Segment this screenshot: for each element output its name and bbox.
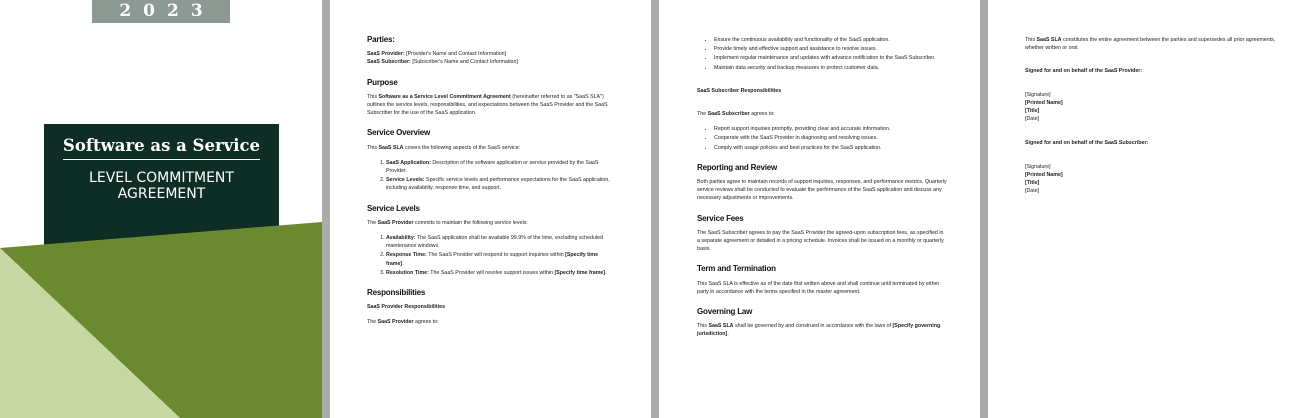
- law-text: This SaaS SLA shall be governed by and construed in accordance with the laws of [Specify governing jurisdiction].: [697, 323, 941, 338]
- overview-heading: Service Overview: [367, 128, 431, 138]
- list-item: 3. Resolution Time: The SaaS Provider will resolve support issues within [Specify time frame].: [386, 269, 617, 277]
- page-2: [330, 0, 651, 418]
- subscriber-line: SaaS Subscriber: [Subscriber's Name and Contact Information]: [367, 59, 518, 66]
- overview-list: [367, 159, 617, 193]
- levels-heading: Service Levels: [367, 203, 420, 213]
- date-field: [Date]: [1025, 188, 1040, 195]
- list-item: 2. Response Time: The SaaS Provider will respond to support inquiries within [Specify time frame].: [386, 251, 617, 267]
- date-field: [Date]: [1025, 116, 1040, 123]
- levels-list: [367, 234, 617, 277]
- cover-title-block: [44, 124, 279, 202]
- reporting-heading: Reporting and Review: [697, 162, 778, 172]
- levels-text: The SaaS Provider commits to maintain the following service levels:: [367, 219, 528, 226]
- parties-heading: Parties:: [367, 35, 395, 44]
- cover-page: [0, 0, 322, 418]
- list-item: • Report support inquiries promptly, providing clear and accurate information.: [714, 125, 947, 133]
- purpose-heading: Purpose: [367, 77, 398, 87]
- title-field: [Title]: [1025, 180, 1040, 187]
- page-4: [988, 0, 1310, 418]
- provider-agrees-text: The SaaS Provider agrees to:: [367, 319, 439, 326]
- printed-name-field: [Printed Name]: [1025, 171, 1063, 178]
- list-item: • Comply with usage policies and best practices for the SaaS application.: [714, 144, 947, 152]
- title-field: [Title]: [1025, 108, 1040, 115]
- subscriber-resp-list: [697, 125, 947, 152]
- subscriber-sign-heading: Signed for and on behalf of the SaaS Subscriber:: [1025, 140, 1149, 147]
- reporting-text: Both parties agree to maintain records of support inquiries, responses, and performance metrics. Quarterly service reviews shall be conducted to evaluate the performance of the SaaS application and discuss any necessary adjustments or improvements.: [697, 179, 947, 202]
- list-item: • Maintain data security and backup measures to protect customer data.: [714, 64, 947, 72]
- entire-agreement-text: This SaaS SLA constitutes the entire agreement between the parties and supersedes all prior agreements, whether written or oral.: [1025, 37, 1276, 52]
- list-item: • Implement regular maintenance and updates with advance notification to the SaaS Subscriber.: [714, 54, 947, 62]
- list-item: 1. Availability: The SaaS application shall be available 99.9% of the time, excluding scheduled maintenance windows.: [386, 234, 617, 250]
- list-item: 1. SaaS Application: Description of the software application or service provided by the SaaS Provider.: [386, 159, 617, 175]
- cover-subtitle-line2: AGREEMENT: [117, 186, 206, 202]
- term-text: This SaaS SLA is effective as of the date first written above and shall continue until terminated by either party in accordance with the terms specified in the master agreement.: [697, 280, 940, 295]
- law-heading: Governing Law: [697, 307, 753, 317]
- cover-subtitle-line1: LEVEL COMMITMENT: [89, 170, 234, 186]
- term-heading: Term and Termination: [697, 264, 776, 274]
- provider-line: SaaS Provider: [Provider's Name and Contact Information]: [367, 51, 507, 58]
- page-4-content: [1025, 36, 1281, 195]
- purpose-text: This Software as a Service Level Commitment Agreement (hereinafter referred to as "SaaS SLA") outlines the service levels, responsibilities, and expectations between the SaaS Provider and the SaaS Subscriber for the use of the SaaS application.: [367, 93, 608, 117]
- provider-resp-heading: SaaS Provider Responsibilities: [367, 304, 446, 311]
- year-band: 2023: [92, 0, 230, 23]
- responsibilities-heading: Responsibilities: [367, 288, 426, 298]
- cover-title: Software as a Service: [63, 136, 260, 160]
- printed-name-field: [Printed Name]: [1025, 99, 1063, 106]
- page-3-content: [697, 36, 947, 346]
- page-3: [659, 0, 980, 418]
- signature-field: [Signature]: [1025, 163, 1051, 170]
- fees-heading: Service Fees: [697, 213, 744, 223]
- list-item: 2. Service Levels: Specific service levels and performance expectations for the SaaS application, including availability, response time, and support.: [386, 176, 617, 192]
- subscriber-agrees-text: The SaaS Subscriber agrees to:: [697, 111, 775, 118]
- list-item: • Cooperate with the SaaS Provider in diagnosing and resolving issues.: [714, 134, 947, 142]
- overview-text: This SaaS SLA covers the following aspects of the SaaS service:: [367, 144, 521, 151]
- cover-subtitle: [44, 170, 279, 202]
- page-2-content: [367, 36, 617, 334]
- list-item: • Provide timely and effective support and assistance to resolve issues.: [714, 45, 947, 53]
- fees-text: The SaaS Subscriber agrees to pay the SaaS Provider the agreed-upon subscription fees, as specified in a separate agreement or detailed in a pricing schedule. Invoices shall be issued on a monthly or quarterly basis.: [697, 229, 944, 253]
- cover-graphic: [0, 0, 322, 418]
- provider-resp-list: [697, 36, 947, 72]
- signature-field: [Signature]: [1025, 91, 1051, 98]
- list-item: • Ensure the continuous availability and functionality of the SaaS application.: [714, 36, 947, 44]
- subscriber-resp-heading: SaaS Subscriber Responsibilities: [697, 87, 782, 94]
- provider-sign-heading: Signed for and on behalf of the SaaS Provider:: [1025, 68, 1143, 75]
